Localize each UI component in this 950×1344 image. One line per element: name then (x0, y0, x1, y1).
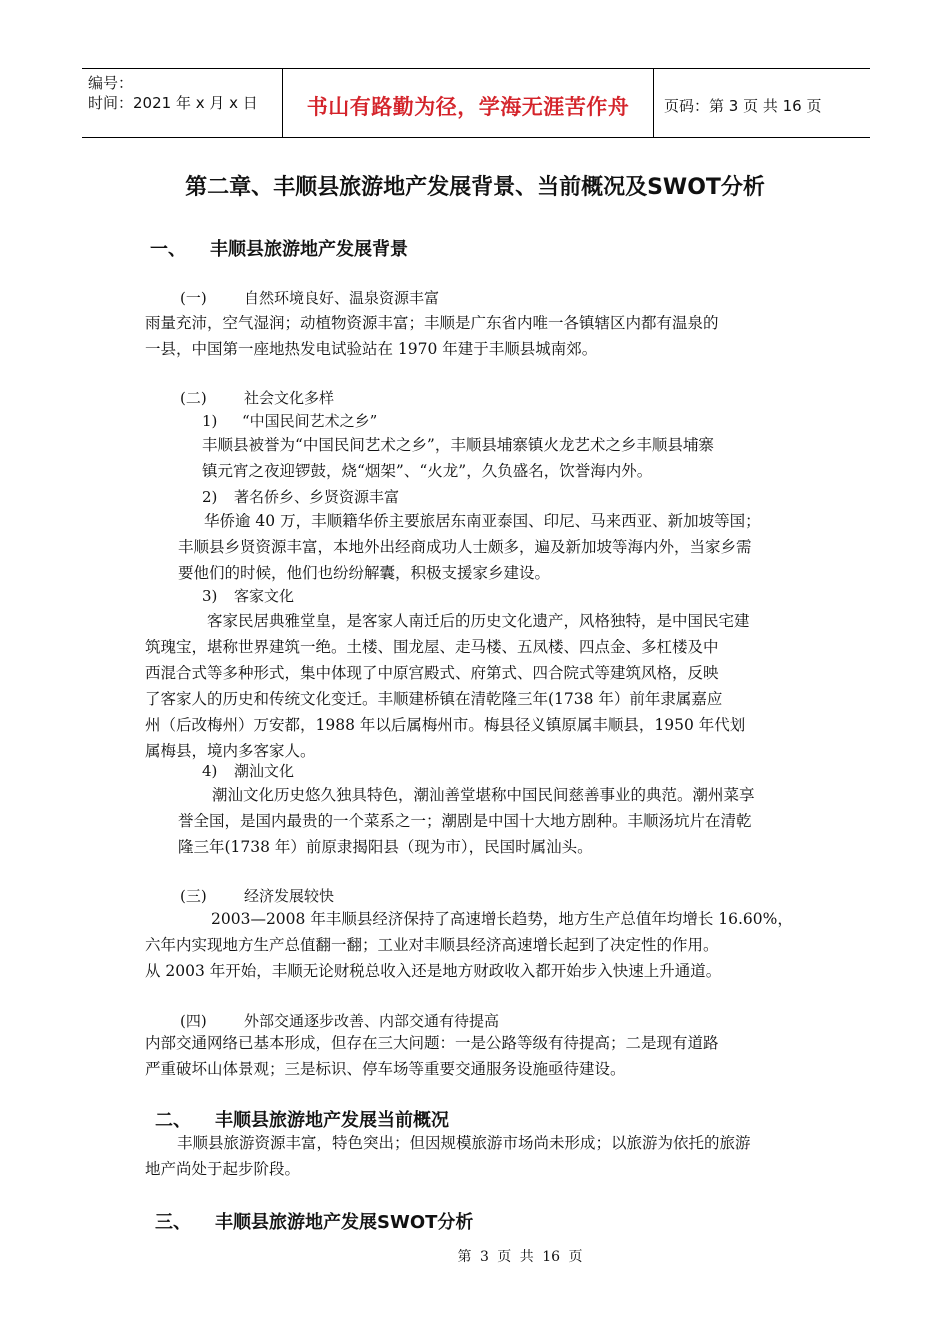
paragraph-line: 丰顺县被誉为“中国民间艺术之乡”，丰顺县埔寨镇火龙艺术之乡丰顺县埔寨 (202, 436, 714, 454)
item-number: 4) (202, 762, 218, 780)
page-header (82, 68, 870, 138)
item-number: 2) (202, 488, 218, 506)
paragraph-line: 属梅县，境内多客家人。 (145, 742, 316, 760)
paragraph-line: 要他们的时候，他们也纷纷解囊，积极支援家乡建设。 (178, 564, 551, 582)
section-number: 三、 (155, 1212, 191, 1233)
section-heading-3 (155, 1208, 473, 1234)
section-number: 二、 (155, 1110, 191, 1131)
subsection-title: 外部交通逐步改善、内部交通有待提高 (244, 1012, 500, 1030)
subsection-heading-4 (180, 1010, 499, 1031)
subsection-number: (三) (180, 887, 207, 905)
item-title: 著名侨乡、乡贤资源丰富 (234, 488, 400, 506)
document-date-label: 时间：2021 年 x 月 x 日 (88, 94, 258, 112)
paragraph-folk-art (202, 432, 812, 484)
paragraph-hakka (145, 608, 810, 764)
item-number: 1) (202, 412, 218, 430)
paragraph-line: 潮汕文化历史悠久独具特色，潮汕善堂堪称中国民间慈善事业的典范。潮州菜享 (212, 786, 755, 804)
paragraph-line: 地产尚处于起步阶段。 (145, 1160, 301, 1178)
item-title: 潮汕文化 (234, 762, 295, 780)
paragraph-line: 丰顺县旅游资源丰富，特色突出；但因规模旅游市场尚未形成；以旅游为依托的旅游 (177, 1134, 751, 1152)
paragraph-current-status (145, 1130, 810, 1182)
subsection-title: 自然环境良好、温泉资源丰富 (244, 289, 440, 307)
paragraph-line: 了客家人的历史和传统文化变迁。丰顺建桥镇在清乾隆三年(1738 年）前年隶属嘉应 (145, 690, 723, 708)
paragraph-line: 六年内实现地方生产总值翻一翻；工业对丰顺县经济高速增长起到了决定性的作用。 (145, 936, 719, 954)
paragraph-nature (145, 310, 810, 362)
subsection-heading-1 (180, 287, 439, 308)
paragraph-line: 一县，中国第一座地热发电试验站在 1970 年建于丰顺县城南郊。 (145, 340, 598, 358)
paragraph-line: 西混合式等多种形式，集中体现了中原宫殿式、府第式、四合院式等建筑风格，反映 (145, 664, 719, 682)
subsection-heading-3 (180, 885, 334, 906)
paragraph-overseas (178, 508, 818, 586)
paragraph-line: 雨量充沛，空气湿润；动植物资源丰富；丰顺是广东省内唯一各镇辖区内都有温泉的 (145, 314, 719, 332)
subsection-heading-2 (180, 387, 334, 408)
section-title: 丰顺县旅游地产发展SWOT分析 (215, 1212, 474, 1233)
header-meta (82, 69, 282, 137)
item-number: 3) (202, 587, 218, 605)
header-page-cell (654, 69, 870, 137)
header-motto-cell (282, 69, 654, 137)
subsection-number: (一) (180, 289, 207, 307)
item-heading-3 (202, 585, 294, 606)
item-heading-2 (202, 486, 399, 507)
paragraph-line: 内部交通网络已基本形成，但存在三大问题：一是公路等级有待提高；二是现有道路 (145, 1034, 719, 1052)
paragraph-line: 从 2003 年开始，丰顺无论财税总收入还是地方财政收入都开始步入快速上升通道。 (145, 962, 722, 980)
subsection-title: 经济发展较快 (244, 887, 335, 905)
subsection-title: 社会文化多样 (244, 389, 335, 407)
subsection-number: (四) (180, 1012, 207, 1030)
paragraph-transport (145, 1030, 810, 1082)
paragraph-line: 州（后改梅州）万安都，1988 年以后属梅州市。梅县径义镇原属丰顺县，1950 年代划 (145, 716, 746, 734)
item-title: “中国民间艺术之乡” (242, 412, 378, 430)
subsection-number: (二) (180, 389, 207, 407)
paragraph-chaoshan (178, 782, 818, 860)
section-heading-1 (150, 235, 408, 261)
paragraph-line: 丰顺县乡贤资源丰富，本地外出经商成功人士颇多，遍及新加坡等海内外，当家乡需 (178, 538, 752, 556)
header-motto: 书山有路勤为径，学海无涯苦作舟 (306, 95, 630, 119)
header-page-number: 页码：第 3 页 共 16 页 (664, 96, 822, 115)
chapter-title: 第二章、丰顺县旅游地产发展背景、当前概况及SWOT分析 (185, 175, 765, 200)
item-heading-4 (202, 760, 294, 781)
paragraph-line: 筑瑰宝，堪称世界建筑一绝。土楼、围龙屋、走马楼、五凤楼、四点金、多杠楼及中 (145, 638, 719, 656)
item-title: 客家文化 (234, 587, 295, 605)
paragraph-line: 客家民居典雅堂皇，是客家人南迁后的历史文化遗产，风格独特，是中国民宅建 (207, 612, 750, 630)
paragraph-line: 镇元宵之夜迎锣鼓，烧“烟架”、“火龙”，久负盛名，饮誉海内外。 (202, 462, 653, 480)
paragraph-economy (145, 906, 810, 984)
section-title: 丰顺县旅游地产发展背景 (210, 239, 408, 260)
paragraph-line: 严重破坏山体景观；三是标识、停车场等重要交通服务设施亟待建设。 (145, 1060, 626, 1078)
paragraph-line: 誉全国，是国内最贵的一个菜系之一；潮剧是中国十大地方剧种。丰顺汤坑片在清乾 (178, 812, 752, 830)
document-number-label: 编号： (88, 74, 134, 92)
section-title: 丰顺县旅游地产发展当前概况 (215, 1110, 449, 1131)
section-number: 一、 (150, 239, 186, 260)
paragraph-line: 华侨逾 40 万，丰顺籍华侨主要旅居东南亚泰国、印尼、马来西亚、新加坡等国； (204, 512, 761, 530)
page-footer: 第 3 页 共 16 页 (457, 1249, 583, 1265)
item-heading-1 (202, 410, 377, 431)
paragraph-line: 隆三年(1738 年）前原隶揭阳县（现为市），民国时属汕头。 (178, 838, 593, 856)
section-heading-2 (155, 1106, 449, 1132)
paragraph-line: 2003—2008 年丰顺县经济保持了高速增长趋势，地方生产总值年均增长 16.60%， (211, 910, 793, 928)
